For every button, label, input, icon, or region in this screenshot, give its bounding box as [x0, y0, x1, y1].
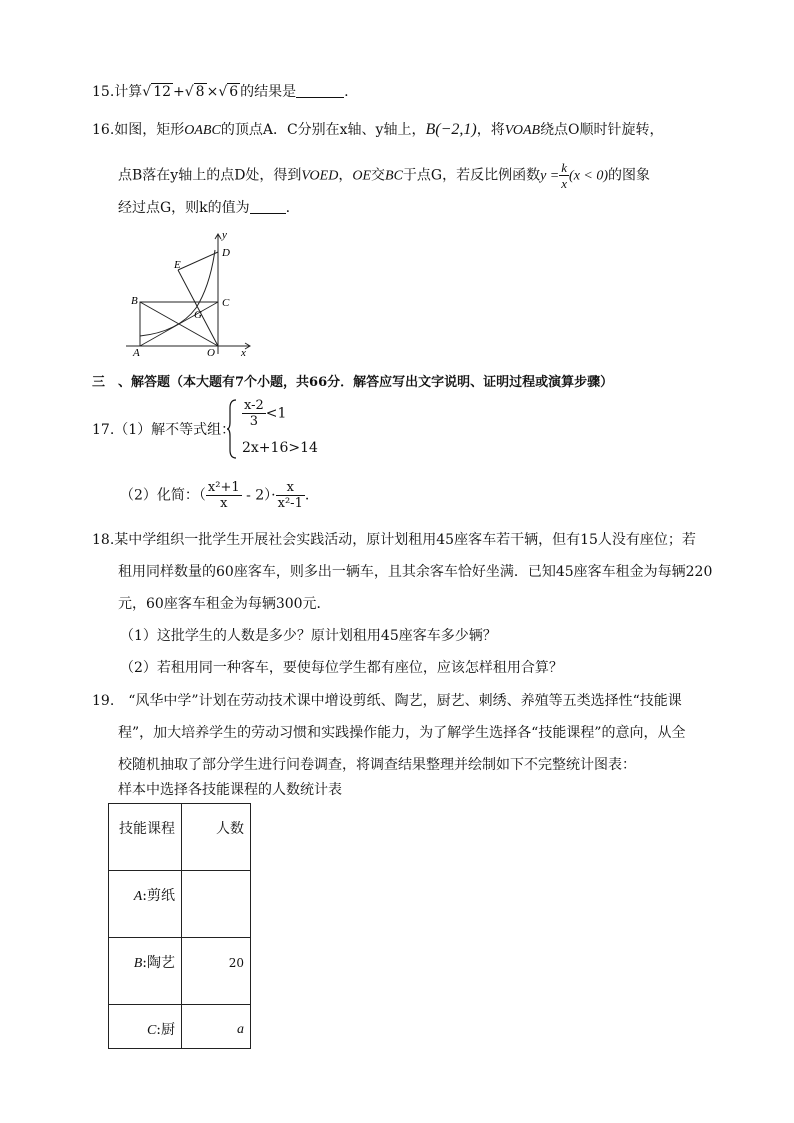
- course-letter: C: [146, 1023, 157, 1038]
- ineq1-num: x-2: [244, 398, 264, 413]
- q16-segment-bc: BC: [385, 168, 403, 184]
- frac2-den: x²-1: [277, 496, 303, 511]
- brace-icon: [226, 398, 238, 460]
- course-name: :剪纸: [142, 888, 175, 904]
- q17-label: 17.（1）解不等式组：: [92, 422, 236, 438]
- q16-text: 16.如图，矩形: [92, 122, 185, 138]
- question-18-line-2: 租用同样数量的60座客车，则多出一辆车，且其余客车恰好坐满．已知45座客车租金为每辆220: [118, 564, 713, 580]
- course-cell: [109, 871, 182, 938]
- q16-func-lhs: y =: [540, 168, 560, 184]
- ineq1-relation: <1: [265, 405, 287, 422]
- q16-text: 的顶点A．C分别在x轴、y轴上，: [220, 122, 426, 138]
- frac1-den: x: [220, 496, 228, 511]
- course-cell: [109, 1005, 182, 1049]
- question-18-sub-1: （1）这批学生的人数是多少？原计划租用45座客车多少辆？: [120, 628, 497, 644]
- course-letter: B: [133, 956, 143, 971]
- q16-func-den: x: [561, 176, 568, 191]
- q16-text: 交: [371, 167, 386, 184]
- q15-text-2: 的结果是: [240, 84, 297, 100]
- frac1-num: x²+1: [207, 480, 240, 495]
- question-19-line-2: 程”，加大培养学生的劳动习惯和实践操作能力，为了解学生选择各“技能课程”的意向，从全: [118, 725, 686, 741]
- q15-radicand-3: 6: [229, 84, 239, 100]
- table-row: [109, 871, 251, 938]
- question-16-line-3: [118, 198, 290, 218]
- q15-text: 计算: [114, 84, 143, 100]
- question-18-line-1: 18.某中学组织一批学生开展社会实践活动，原计划租用45座客车若干辆，但有15人没有座位；若: [92, 532, 696, 548]
- q16-func-condition: (x < 0): [569, 168, 609, 184]
- label-a: A: [133, 347, 140, 358]
- label-o: O: [207, 347, 215, 358]
- question-15: [92, 82, 349, 102]
- question-17-part-2: [120, 480, 309, 511]
- sqrt-symbol: √: [184, 84, 194, 100]
- inequality-2: 2x+16>14: [242, 440, 318, 456]
- q16-text: ，将: [476, 122, 505, 138]
- header-count: 人数: [182, 804, 251, 871]
- q17-part2-label: （2）化简：（: [120, 487, 206, 504]
- count-cell: 20: [182, 938, 251, 1005]
- section-title: 三 、解答题（本大题有7个小题，共66分．解答应写出文字说明、证明过程或演算步骤）: [92, 375, 614, 390]
- q15-radicand-2: 8: [195, 84, 205, 100]
- label-c: C: [222, 297, 230, 309]
- table-header-row: [109, 804, 251, 871]
- q16-text: 于点G，若反比例函数: [402, 167, 541, 184]
- course-name: :陶艺: [142, 955, 175, 971]
- q16-func-num: k: [561, 160, 568, 175]
- question-19-line-1: 19. “风华中学”计划在劳动技术课中增设剪纸、陶艺，厨艺、刺绣、养殖等五类选择性“技能课: [92, 693, 682, 709]
- table-title: 样本中选择各技能课程的人数统计表: [118, 782, 342, 798]
- q16-text: 绕点O顺时针旋转，: [540, 122, 664, 138]
- q16-text: 点B落在y轴上的点D处，得到: [118, 167, 302, 184]
- question-18-sub-2: （2）若租用同一种客车，要使每位学生都有座位，应该怎样租用合算？: [120, 660, 563, 676]
- q16-triangle-1: VOAB: [504, 123, 541, 138]
- frac2-num: x: [276, 480, 305, 496]
- ineq1-den: 3: [249, 414, 259, 429]
- label-x: x: [241, 347, 246, 358]
- q16-point-b: B(−2,1): [425, 121, 477, 138]
- simplify-frac-1: [206, 480, 242, 511]
- label-g: G: [194, 309, 202, 321]
- q16-text: 的图象: [608, 167, 651, 184]
- stats-table: [108, 803, 251, 1049]
- question-18-line-3: 元，60座客车租金为每辆300元．: [118, 596, 331, 612]
- question-16-line-2: [118, 160, 650, 191]
- q15-number: 15.: [92, 84, 115, 100]
- question-16-line-1: [92, 120, 664, 141]
- q16-period: .: [285, 200, 291, 216]
- q16-segment-oe: OE: [352, 168, 372, 184]
- q16-rect-name: OABC: [184, 123, 221, 138]
- course-cell: [109, 938, 182, 1005]
- label-e: E: [174, 259, 181, 271]
- inequality-1: [242, 398, 286, 429]
- label-b: B: [131, 295, 138, 307]
- sqrt-symbol: √: [142, 84, 152, 100]
- table-row: [109, 938, 251, 1005]
- q16-answer-blank[interactable]: [250, 199, 286, 214]
- q15-period: .: [344, 84, 349, 100]
- label-d: D: [222, 247, 230, 259]
- q16-triangle-2: VOED: [301, 168, 339, 184]
- count-cell: a: [182, 1005, 251, 1049]
- q15-answer-blank[interactable]: [296, 83, 344, 98]
- question-19-line-3: 校随机抽取了部分学生进行问卷调查，将调查结果整理并绘制如下不完整统计图表：: [118, 757, 636, 773]
- q16-text: ，: [338, 167, 353, 184]
- table-row: [109, 1005, 251, 1049]
- simplify-mid: - 2）·: [241, 487, 276, 504]
- simplify-end: .: [304, 487, 310, 504]
- question-17-part-1: [92, 420, 235, 440]
- q15-times: ×: [206, 84, 219, 100]
- course-name: :厨: [156, 1022, 175, 1038]
- q16-text: 经过点G，则k的值为: [118, 200, 250, 216]
- q16-func-fraction: [559, 160, 569, 191]
- label-y: y: [222, 229, 227, 241]
- q15-plus: +: [173, 84, 185, 100]
- count-cell: [182, 871, 251, 938]
- simplify-frac-2: [276, 480, 305, 511]
- geometry-figure: [118, 228, 258, 358]
- ineq1-fraction: [242, 398, 266, 429]
- course-letter: A: [133, 889, 143, 904]
- q15-radicand-1: 12: [153, 84, 172, 100]
- header-course: 技能课程: [109, 804, 182, 871]
- sqrt-symbol: √: [218, 84, 228, 100]
